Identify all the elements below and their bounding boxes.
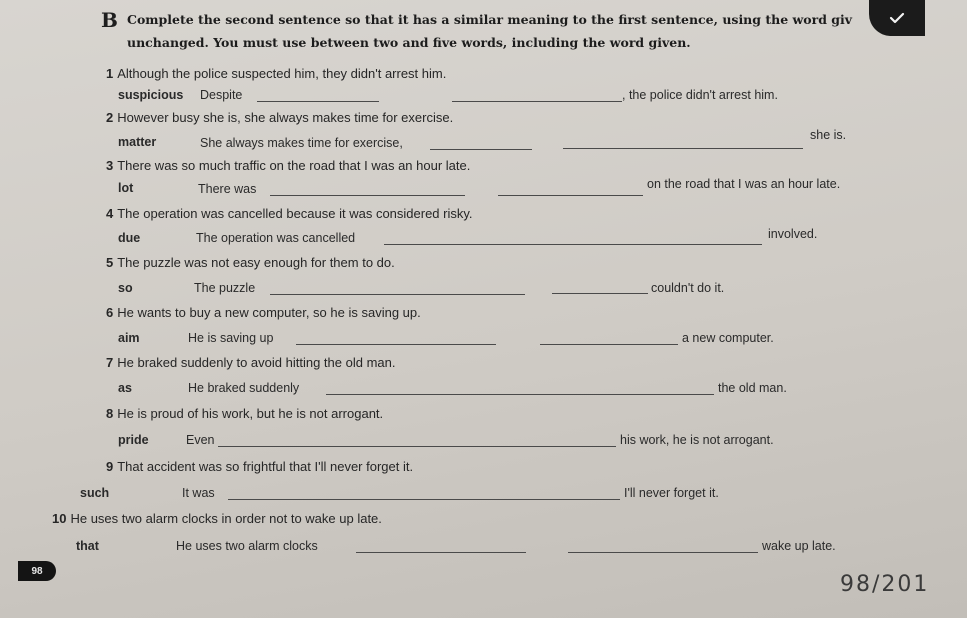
sentence-text: He braked suddenly to avoid hitting the old man. [117, 355, 396, 370]
item-10-start: He uses two alarm clocks [176, 539, 318, 553]
item-5-keyword: so [118, 281, 133, 295]
sentence-text: There was so much traffic on the road that I was an hour late. [117, 158, 471, 173]
item-10-end: wake up late. [762, 539, 836, 553]
sentence-text: However busy she is, she always makes time for exercise. [117, 110, 454, 125]
item-7-sentence [106, 355, 395, 370]
item-7-keyword: as [118, 381, 132, 395]
item-4-sentence [106, 206, 473, 221]
item-6-keyword: aim [118, 331, 140, 345]
item-number: 2 [106, 110, 114, 125]
item-9-end: I'll never forget it. [624, 486, 719, 500]
item-2-sentence [106, 110, 453, 125]
item-5-answer-blank-a[interactable] [270, 294, 525, 295]
item-7-start: He braked suddenly [188, 381, 300, 395]
exercise-letter: B [101, 8, 118, 32]
item-4-answer-blank[interactable] [384, 244, 762, 245]
sentence-text: That accident was so frightful that I'll never forget it. [117, 459, 414, 474]
instruction-line-1: Complete the second sentence so that it has a similar meaning to the first sentence, using the word giv [127, 12, 853, 27]
item-10-sentence [52, 511, 382, 526]
item-6-start: He is saving up [188, 331, 274, 345]
item-4-start: The operation was cancelled [196, 231, 356, 245]
item-5-end: couldn't do it. [651, 281, 725, 295]
sentence-text: Although the police suspected him, they didn't arrest him. [117, 66, 447, 81]
item-number: 4 [106, 206, 114, 221]
item-9-keyword: such [80, 486, 110, 500]
item-1-keyword: suspicious [118, 88, 184, 102]
sentence-text: The operation was cancelled because it was considered risky. [117, 206, 473, 221]
item-1-sentence [106, 66, 446, 81]
item-9-sentence [106, 459, 413, 474]
item-6-answer-blank-b[interactable] [540, 344, 678, 345]
item-3-start: There was [198, 182, 257, 196]
item-number: 7 [106, 355, 114, 370]
item-2-answer-blank-b[interactable] [563, 148, 803, 149]
item-6-end: a new computer. [682, 331, 774, 345]
item-9-start: It was [182, 486, 215, 500]
item-9-answer-blank[interactable] [228, 499, 620, 500]
instruction-line-2: unchanged. You must use between two and five words, including the word given. [127, 35, 691, 50]
item-3-answer-blank-b[interactable] [498, 195, 643, 196]
item-6-sentence [106, 305, 421, 320]
item-3-sentence [106, 158, 470, 173]
item-number: 10 [52, 511, 67, 526]
sentence-text: The puzzle was not easy enough for them to do. [117, 255, 395, 270]
item-6-answer-blank-a[interactable] [296, 344, 496, 345]
item-2-keyword: matter [118, 135, 157, 149]
item-5-sentence [106, 255, 395, 270]
item-2-answer-blank-a[interactable] [430, 149, 532, 150]
item-7-end: the old man. [718, 381, 787, 395]
item-10-keyword: that [76, 539, 99, 553]
item-5-start: The puzzle [194, 281, 256, 295]
item-number: 6 [106, 305, 114, 320]
item-8-sentence [106, 406, 383, 421]
sentence-text: He is proud of his work, but he is not arrogant. [117, 406, 384, 421]
item-1-end: , the police didn't arrest him. [622, 88, 778, 102]
item-7-answer-blank[interactable] [326, 394, 714, 395]
page-number: 98 [18, 561, 56, 581]
item-10-answer-blank-b[interactable] [568, 552, 758, 553]
item-3-answer-blank-a[interactable] [270, 195, 465, 196]
item-1-answer-blank-b[interactable] [452, 101, 622, 102]
item-number: 3 [106, 158, 114, 173]
checkmark-button[interactable] [869, 0, 925, 36]
sentence-text: He uses two alarm clocks in order not to wake up late. [70, 511, 382, 526]
item-number: 9 [106, 459, 114, 474]
item-4-keyword: due [118, 231, 141, 245]
item-3-end: on the road that I was an hour late. [647, 177, 841, 191]
item-3-keyword: lot [118, 181, 134, 195]
item-10-answer-blank-a[interactable] [356, 552, 526, 553]
item-number: 8 [106, 406, 114, 421]
item-4-end: involved. [768, 227, 818, 241]
page-stamp: 98/201 [840, 572, 930, 597]
checkmark-icon [889, 12, 905, 24]
item-1-answer-blank-a[interactable] [257, 101, 379, 102]
item-8-end: his work, he is not arrogant. [620, 433, 774, 447]
item-5-answer-blank-b[interactable] [552, 293, 648, 294]
item-8-start: Even [186, 433, 215, 447]
item-1-start: Despite [200, 88, 243, 102]
item-2-start: She always makes time for exercise, [200, 136, 403, 150]
sentence-text: He wants to buy a new computer, so he is saving up. [117, 305, 421, 320]
item-number: 5 [106, 255, 114, 270]
item-number: 1 [106, 66, 114, 81]
item-2-end: she is. [810, 128, 847, 142]
item-8-answer-blank[interactable] [218, 446, 616, 447]
item-8-keyword: pride [118, 433, 149, 447]
